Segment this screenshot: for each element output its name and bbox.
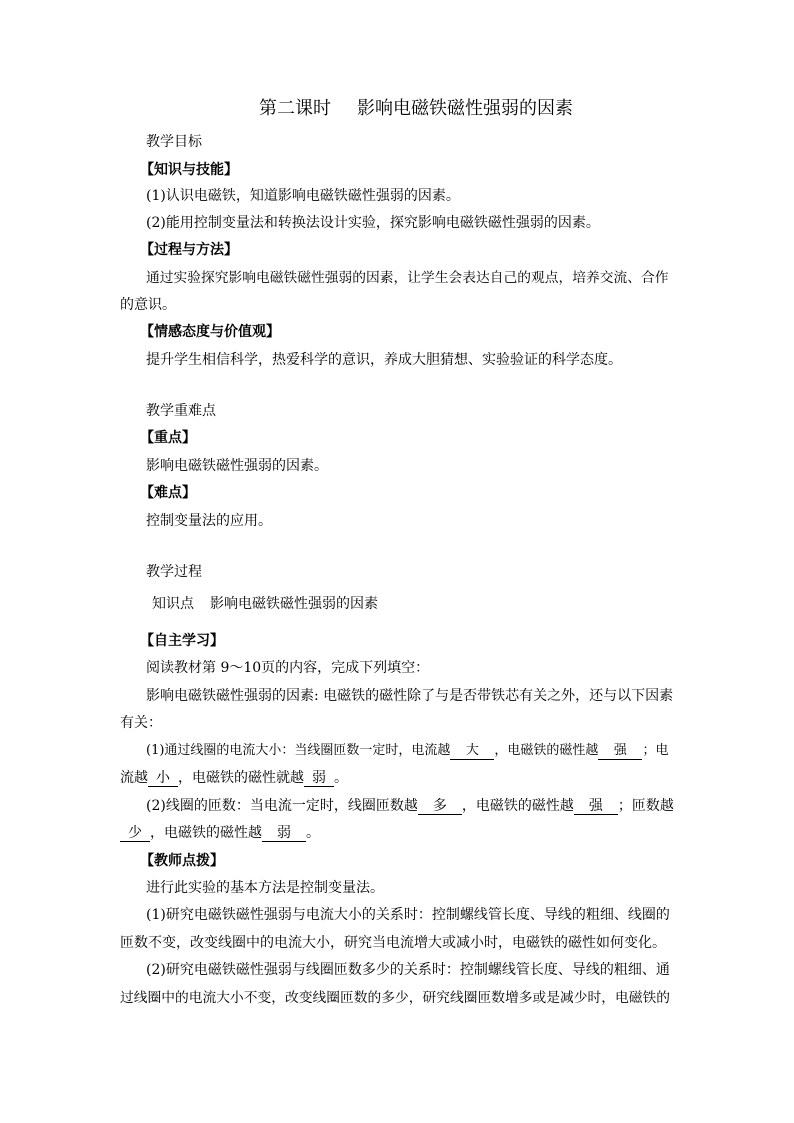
key-heading: 【重点】: [140, 430, 196, 446]
answer-blank: 弱: [304, 770, 334, 787]
answer-blank: 强: [574, 798, 618, 815]
factors-line-2: 有关：: [120, 715, 162, 731]
key-points-heading: 教学重难点: [146, 403, 216, 419]
answer-blank: 弱: [262, 825, 306, 842]
answer-blank: 强: [598, 743, 642, 760]
teacher-tip-1-line-1: (1)研究电磁铁磁性强弱与电流大小的关系时：控制螺线管长度、导线的粗细、线圈的: [146, 907, 670, 923]
knowledge-point-title: 影响电磁铁磁性强弱的因素: [210, 596, 378, 612]
knowledge-item-1: (1)认识电磁铁，知道影响电磁铁磁性强弱的因素。: [146, 188, 460, 204]
factors-line-1: 影响电磁铁磁性强弱的因素: 电磁铁的磁性除了与是否带铁芯有关之外，还与以下因素: [146, 688, 674, 704]
self-study-intro: 阅读教材第 9～10页的内容，完成下列填空：: [146, 660, 430, 676]
page-title: [0, 97, 794, 121]
answer-blank: 大: [450, 743, 494, 760]
emotion-values-text: 提升学生相信科学，热爱科学的意识，养成大胆猜想、实验验证的科学态度。: [146, 352, 622, 368]
teacher-tips-intro: 进行此实验的基本方法是控制变量法。: [146, 880, 384, 896]
answer-blank: 多: [418, 798, 462, 815]
process-method-line-2: 的意识。: [120, 297, 176, 313]
difficult-text: 控制变量法的应用。: [146, 513, 272, 529]
emotion-values-heading: 【情感态度与价值观】: [140, 324, 280, 340]
answer-blank: 小: [148, 770, 178, 787]
difficult-heading: 【难点】: [140, 485, 196, 501]
question-2-line-1: (2)线圈的匝数：当电流一定时，线圈匝数越 多 ，电磁铁的磁性越 强 ；匝数越: [146, 798, 674, 814]
teacher-tip-1-line-2: 匝数不变，改变线圈中的电流大小，研究当电流增大或减小时，电磁铁的磁性如何变化。: [120, 935, 666, 951]
process-method-line-1: 通过实验探究影响电磁铁磁性强弱的因素，让学生会表达自己的观点，培养交流、合作: [146, 270, 669, 286]
knowledge-skills-heading: 【知识与技能】: [140, 162, 238, 178]
title-lesson: 第二课时: [259, 98, 331, 119]
key-text: 影响电磁铁磁性强弱的因素。: [146, 458, 328, 474]
objectives-heading: 教学目标: [146, 134, 202, 150]
knowledge-point-label: 知识点: [152, 596, 194, 612]
title-topic: 影响电磁铁磁性强弱的因素: [357, 98, 573, 119]
teacher-tips-heading: 【教师点拨】: [140, 853, 224, 869]
knowledge-item-2: (2)能用控制变量法和转换法设计实验，探究影响电磁铁磁性强弱的因素。: [146, 215, 600, 231]
question-2-line-2: 少 ，电磁铁的磁性越 弱 。: [120, 824, 320, 842]
question-1-line-1: (1)通过线圈的电流大小：当线圈匝数一定时，电流越 大 ，电磁铁的磁性越 强 ；电: [146, 743, 669, 758]
teaching-process-heading: 教学过程: [146, 564, 202, 580]
self-study-heading: 【自主学习】: [140, 633, 224, 649]
question-1-line-2: 流越 小 ，电磁铁的磁性就越 弱 。: [120, 770, 348, 786]
teacher-tip-2-line-2: 过线圈中的电流大小不变，改变线圈匝数的多少，研究线圈匝数增多或是减少时，电磁铁的: [120, 990, 671, 1006]
teacher-tip-2-line-1: (2)研究电磁铁磁性强弱与线圈匝数多少的关系时：控制螺线管长度、导线的粗细、通: [146, 962, 670, 978]
process-method-heading: 【过程与方法】: [140, 242, 238, 258]
answer-blank: 少: [120, 825, 150, 842]
knowledge-point-line: [152, 595, 378, 613]
